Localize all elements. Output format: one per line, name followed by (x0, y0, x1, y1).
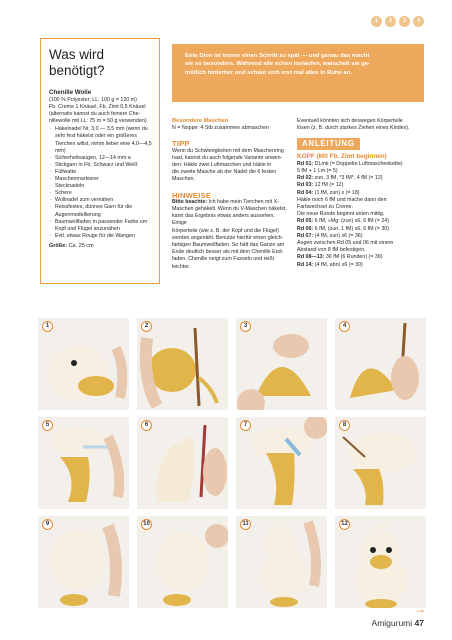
list-item: · Baumwollfaden in passender Farbe um Kopf und Flügel anzunähen (49, 219, 152, 233)
row-label: Rd 05: (297, 218, 314, 225)
row-text: Die neue Runde beginnt unten mittig. (297, 211, 385, 218)
step-photo (137, 417, 228, 509)
head-section-title: KOPF (Mit Fb. Zimt beginnen) (297, 152, 387, 160)
pattern-row (297, 175, 425, 182)
page-dot: 3 (399, 16, 410, 27)
intro-continuation-line: lösen (z. B. durch starkes Ziehen eines Kindes). (297, 125, 410, 132)
wool-line: (100 % Polyester; LL: 100 g = 120 m) (49, 97, 137, 103)
pattern-rows (297, 161, 425, 269)
step-number: 6 (141, 420, 152, 431)
right-column (297, 118, 425, 269)
list-item: · Stickgarn in Fb. Schwarz und Weiß (49, 162, 152, 169)
size-label: Größe: (49, 242, 68, 249)
step-illustration (236, 516, 327, 608)
wool-description (49, 97, 152, 125)
step-number: 5 (42, 420, 53, 431)
wool-line: nillewolle mit LL: 75 m = 50 g verwenden) (49, 118, 147, 125)
pattern-row (297, 204, 425, 211)
row-text: Abstand von 8 fM befestigen. (297, 247, 366, 254)
list-item: · Häkelnadel Nr. 3,0 — 3,5 mm (wenn du sehr fest häkelst oder ein größeres Tierchen willst, nimm lieber eine 4,0—4,5 mm) (49, 126, 152, 154)
step-photo (335, 318, 426, 410)
step-illustration (38, 516, 129, 608)
step-number: 4 (339, 321, 350, 332)
step-photo (335, 516, 426, 608)
step-illustration (335, 417, 426, 509)
intro-banner (172, 44, 424, 102)
intro-line: sie so besonders. Während alle schon loslaufen, watschelt sie ge- (185, 61, 370, 68)
step-photo (137, 318, 228, 410)
step-number: 12 (339, 519, 350, 530)
tip-line: die zweite Masche ab der Nadel die 6 festen (172, 169, 277, 176)
row-text: Farbwechsel zu Creme. (297, 204, 353, 211)
step-photo (38, 516, 129, 608)
row-text: (4 fM, zun) x6 (= 36) (313, 232, 363, 239)
tip-line: hast, kannst du auch folgende Variante anwen- (172, 154, 283, 161)
row-label: Rd 03: (297, 182, 314, 189)
step-photo (38, 318, 129, 410)
tip-line: Wenn du Schwierigkeiten mit dem Maschenring (172, 147, 284, 154)
pattern-row (297, 211, 425, 218)
pattern-row (297, 254, 425, 261)
row-label: Rd 06: (297, 225, 314, 232)
step-photo (236, 318, 327, 410)
hint-fragment: Ich habe mein Tierchen mit X- (207, 198, 279, 205)
hint-line: faden. Chenille neigt zum Fusseln und reißt leichter. (172, 256, 275, 270)
pattern-row (297, 161, 425, 168)
pattern-row (297, 262, 425, 269)
instructions-label: ANLEITUNG (297, 138, 360, 149)
hint-line: Maschen gehäkelt. Wenn du V-Maschen häkelst, (172, 206, 287, 213)
hints-heading: HINWEISE (172, 190, 212, 200)
hint-line: werden angenäht. Benutze hierfür einen gleich- (172, 234, 284, 241)
list-item: · Sicherheitsaugen, 12—14 mm a (49, 155, 152, 162)
step-photo (236, 417, 327, 509)
step-illustration (38, 318, 129, 410)
step-number: 9 (42, 519, 53, 530)
step-photo (38, 417, 129, 509)
list-item: · Evtl. etwas Rouge für die Wangen (49, 233, 152, 240)
list-item: · Füllwatte (49, 169, 152, 176)
step-illustration (38, 417, 129, 509)
step-number: 1 (42, 321, 53, 332)
step-photo-grid (38, 318, 426, 608)
size-info (49, 243, 152, 249)
intro-line: Ente Dion ist immer einen Schritt zu spät — und genau das macht (185, 53, 370, 59)
row-text: 6 fM, (zun, 1 fM) x6, 6 fM (= 30) (313, 225, 389, 232)
pattern-row (297, 197, 425, 204)
wool-line: (alternativ kannst du auch feinere Che- (49, 111, 141, 118)
row-text: Augen zwischen Rd 05 und 06 mit einem (297, 240, 394, 247)
hint-line (172, 199, 290, 206)
row-text: 36 fM (6 Runden) (= 36) (324, 254, 383, 261)
page-dots (371, 16, 424, 27)
step-photo (335, 417, 426, 509)
row-label: Rd 07: (297, 232, 314, 239)
special-stitches-heading: Besondere Maschen (172, 118, 229, 124)
list-item: · Reissfestes, dünnes Garn für die Augenmodellierung (49, 204, 152, 218)
row-label: Rd 01: (297, 160, 314, 167)
intro-continuation-line: Eventuell könnten sich deswegen Körperteile (297, 118, 403, 124)
intro-line: mütlich hinterher und schaut sich erst mal alles in Ruhe an. (185, 69, 352, 76)
row-text: (1 fM, zun) x (= 18) (313, 189, 360, 196)
row-text: (4 fM, abn) x6 (= 30) (313, 261, 363, 268)
list-item: · Schere (49, 190, 152, 197)
tip-line: den: Häkle zwei Luftmaschen und häkle in (172, 162, 272, 169)
step-number: 10 (141, 519, 152, 530)
materials-list (49, 126, 152, 240)
wool-line: Fb. Creme 1 Knäuel, Fb. Zimt 0,5 Knäuel (49, 104, 146, 111)
pattern-row (297, 182, 425, 189)
hint-line: Körperteile (wie z. B. der Kopf und die Flügel) (172, 227, 279, 234)
pattern-row (297, 218, 425, 225)
step-photo (236, 516, 327, 608)
row-label: Rd 08—13: (297, 254, 325, 261)
special-stitches-text: N = Noppe: 4 Stb zusammen abmaschen (172, 125, 270, 132)
page-footer (372, 618, 424, 628)
row-text: Häkle noch 6 fM und mache dann den (297, 196, 387, 203)
step-number: 3 (240, 321, 251, 332)
pattern-row (297, 190, 425, 197)
step-illustration (137, 417, 228, 509)
list-item: · Stecknadeln (49, 183, 152, 190)
pattern-row (297, 233, 425, 240)
page-dot: 2 (385, 16, 396, 27)
list-item: · Maschenmarkierer (49, 176, 152, 183)
row-text: zun, 3 fM, *3 fM*, 4 fM (= 12) (313, 175, 383, 182)
row-label: Rd 02: (297, 175, 314, 182)
middle-column (172, 118, 290, 271)
hint-line: farbigen Baumwollfaden. So hält das Ganze am (172, 242, 285, 249)
row-label: Rd 04: (297, 189, 314, 196)
step-number: 11 (240, 519, 251, 530)
wool-title: Chenille Wolle (49, 89, 92, 96)
step-photo (137, 516, 228, 608)
step-illustration (335, 516, 426, 608)
step-number: 8 (339, 420, 350, 431)
next-page-arrow-icon: → (414, 602, 426, 616)
step-number: 2 (141, 321, 152, 332)
row-text: DLmk (= Doppelte Luftmaschenkette) (313, 160, 403, 167)
page-dot: 4 (413, 16, 424, 27)
hints-text (172, 199, 290, 271)
hint-line: kann das Ergebnis etwas anders aussehen. Einige (172, 213, 275, 227)
pattern-row (297, 247, 425, 254)
row-label: Rd 14: (297, 261, 314, 268)
size-value: Ca. 25 cm (68, 242, 94, 249)
materials-title: Was wird benötigt? (49, 47, 105, 78)
list-item: · Wollnadel zum vernähen (49, 197, 152, 204)
materials-box (40, 38, 160, 284)
pattern-row (297, 168, 425, 175)
hint-line: Ende deutlich besser als mit dem Chenille End- (172, 249, 284, 256)
row-text: 12 fM (= 12) (313, 182, 344, 189)
step-number: 7 (240, 420, 251, 431)
step-illustration (236, 318, 327, 410)
step-illustration (236, 417, 327, 509)
tip-heading: TIPP (172, 139, 190, 149)
pattern-row (297, 240, 425, 247)
page-number: 47 (414, 618, 424, 628)
row-text: 6 fM, »Mg: (zun) x6, 6 fM (= 24) (313, 218, 390, 225)
step-illustration (335, 318, 426, 410)
step-illustration (137, 318, 228, 410)
row-text: 5 fM + 1 Lm (= 5) (297, 168, 338, 175)
magazine-name: Amigurumi (371, 618, 413, 628)
step-illustration (137, 516, 228, 608)
tip-line: Maschen. (172, 176, 195, 183)
tip-text (172, 148, 290, 184)
page-dot: 1 (371, 16, 382, 27)
hints-bold: Bitte beachte: (172, 198, 208, 205)
pattern-row (297, 226, 425, 233)
